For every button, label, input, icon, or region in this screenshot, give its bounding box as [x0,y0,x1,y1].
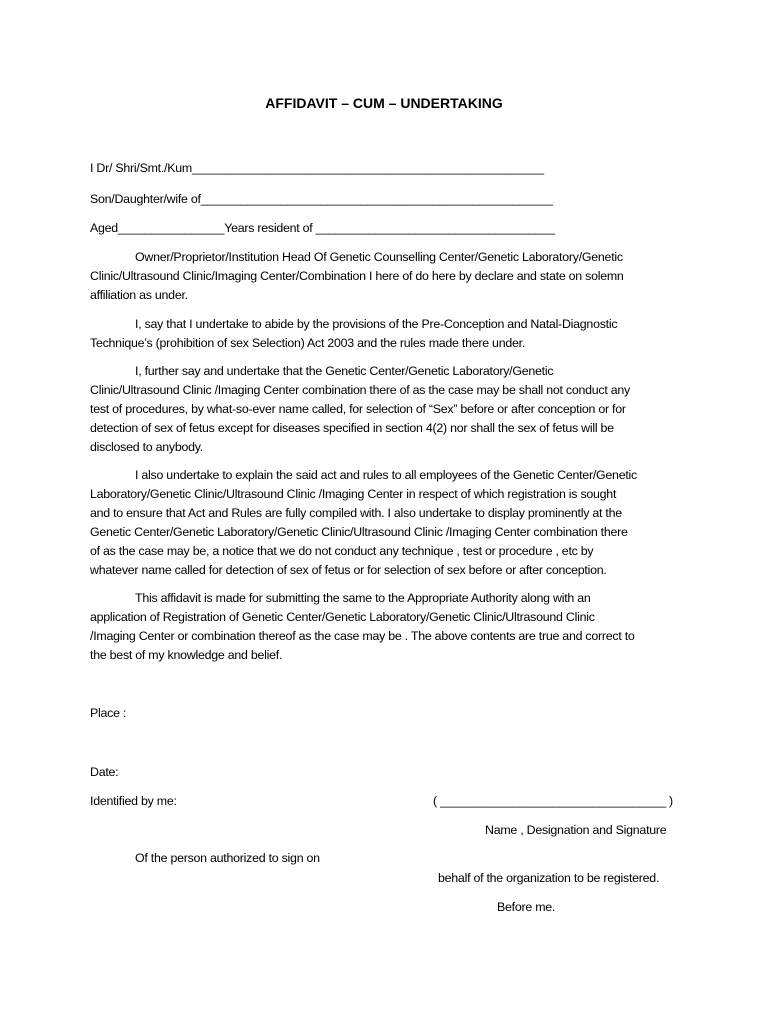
paragraph-line: I, say that I undertake to abide by the provisions of the Pre-Conception and Natal-Diagnostic [135,317,618,331]
paragraph-line: of as the case may be, a notice that we do not conduct any technique , test or procedure , etc by [90,544,594,558]
before-me-label: Before me. [497,900,556,914]
paragraph-purpose [90,589,690,665]
name-field-line: I Dr/ Shri/Smt./Kum_____________________________________________________ [90,161,544,175]
paragraph-line: Technique’s (prohibition of sex Selection) Act 2003 and the rules made there under. [90,336,526,350]
paragraph-line: disclosed to anybody. [90,440,203,454]
relation-field-line: Son/Daughter/wife of_____________________________________________________ [90,192,553,206]
signature-line: ( __________________________________ ) [433,794,673,808]
paragraph-line: Owner/Proprietor/Institution Head Of Genetic Counselling Center/Genetic Laboratory/Genetic [135,250,623,264]
paragraph-line: I, further say and undertake that the Genetic Center/Genetic Laboratory/Genetic [135,364,554,378]
paragraph-no-sex-selection [90,362,690,457]
paragraph-line: the best of my knowledge and belief. [90,648,283,662]
signature-caption: Name , Designation and Signature [485,823,667,837]
on-behalf-label: behalf of the organization to be registered. [438,871,660,885]
paragraph-undertake-provisions [90,315,690,353]
paragraph-line: Clinic/Ultrasound Clinic /Imaging Center combination there of as the case may be shall not conduct any [90,383,630,397]
place-label: Place : [90,706,127,720]
paragraph-line: This affidavit is made for submitting the same to the Appropriate Authority along with an [135,591,591,605]
paragraph-line: Laboratory/Genetic Clinic/Ultrasound Clinic /Imaging Center in respect of which registration is sought [90,487,617,501]
identified-by-label: Identified by me: [90,794,177,808]
paragraph-line: test of procedures, by what-so-ever name called, for selection of “Sex” before or after conception or for [90,402,626,416]
paragraph-line: Genetic Center/Genetic Laboratory/Genetic Clinic/Ultrasound Clinic /Imaging Center combination there [90,525,628,539]
authorized-person-label: Of the person authorized to sign on [135,851,320,865]
paragraph-line: /Imaging Center or combination thereof as the case may be . The above contents are true and correct to [90,629,635,643]
paragraph-line: I also undertake to explain the said act and rules to all employees of the Genetic Center/Genetic [135,468,637,482]
paragraph-line: affiliation as under. [90,288,188,302]
paragraph-line: and to ensure that Act and Rules are fully compiled with. I also undertake to display prominently at the [90,506,622,520]
paragraph-line: application of Registration of Genetic Center/Genetic Laboratory/Genetic Clinic/Ultrasound Clinic [90,610,595,624]
paragraph-line: detection of sex of fetus except for diseases specified in section 4(2) nor shall the sex of fetus will be [90,421,614,435]
paragraph-declaration [90,248,690,305]
paragraph-line: Clinic/Ultrasound Clinic/Imaging Center/Combination I here of do here by declare and state on solemn [90,269,624,283]
paragraph-explain-act [90,466,690,580]
paragraph-line: whatever name called for detection of sex of fetus or for selection of sex before or after conception. [90,563,607,577]
document-title: AFFIDAVIT – CUM – UNDERTAKING [265,95,503,111]
date-label: Date: [90,765,119,779]
age-residence-field-line: Aged________________Years resident of ____________________________________ [90,221,555,235]
